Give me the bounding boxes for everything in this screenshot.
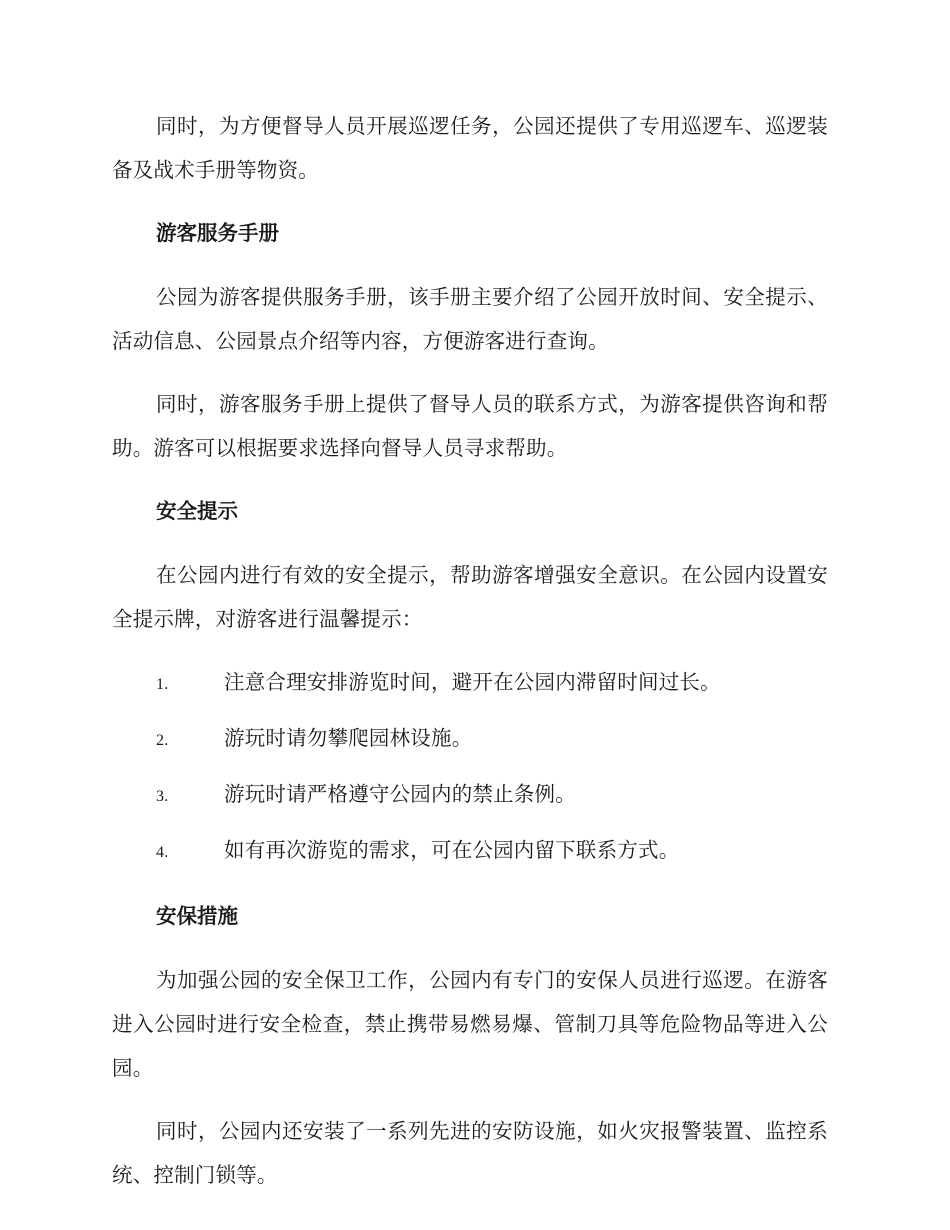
list-item-number: 3. — [156, 788, 169, 805]
paragraph-safety-intro: 在公园内进行有效的安全提示，帮助游客增强安全意识。在公园内设置安全提示牌，对游客进行温馨提示： — [112, 563, 828, 631]
list-item — [112, 660, 828, 707]
list-item — [112, 716, 828, 763]
paragraph-patrol-supplies: 同时，为方便督导人员开展巡逻任务，公园还提供了专用巡逻车、巡逻装备及战术手册等物资。 — [112, 114, 828, 182]
list-item-number: 4. — [156, 844, 169, 861]
document-page — [112, 104, 828, 1216]
list-item-number: 1. — [156, 676, 169, 693]
heading-visitor-handbook: 游客服务手册 — [156, 221, 279, 245]
list-item-text: 注意合理安排游览时间，避开在公园内滞留时间过长。 — [224, 670, 721, 694]
paragraph-security-facilities: 同时，公园内还安装了一系列先进的安防设施，如火灾报警装置、监控系统、控制门锁等。 — [112, 1119, 828, 1187]
list-item — [112, 828, 828, 875]
list-item-text: 如有再次游览的需求，可在公园内留下联系方式。 — [224, 838, 680, 862]
list-item-text: 游玩时请严格遵守公园内的禁止条例。 — [224, 782, 576, 806]
heading-security-measures: 安保措施 — [156, 904, 238, 928]
safety-tips-list — [112, 660, 828, 875]
paragraph-handbook-intro: 公园为游客提供服务手册，该手册主要介绍了公园开放时间、安全提示、活动信息、公园景点介绍等内容，方便游客进行查询。 — [112, 285, 828, 353]
heading-safety-tips: 安全提示 — [156, 499, 238, 523]
paragraph-handbook-contact: 同时，游客服务手册上提供了督导人员的联系方式，为游客提供咨询和帮助。游客可以根据要求选择向督导人员寻求帮助。 — [112, 392, 828, 460]
paragraph-security-patrol: 为加强公园的安全保卫工作，公园内有专门的安保人员进行巡逻。在游客进入公园时进行安全检查，禁止携带易燃易爆、管制刀具等危险物品等进入公园。 — [112, 968, 828, 1080]
list-item-text: 游玩时请勿攀爬园林设施。 — [224, 726, 473, 750]
list-item — [112, 772, 828, 819]
list-item-number: 2. — [156, 732, 169, 749]
